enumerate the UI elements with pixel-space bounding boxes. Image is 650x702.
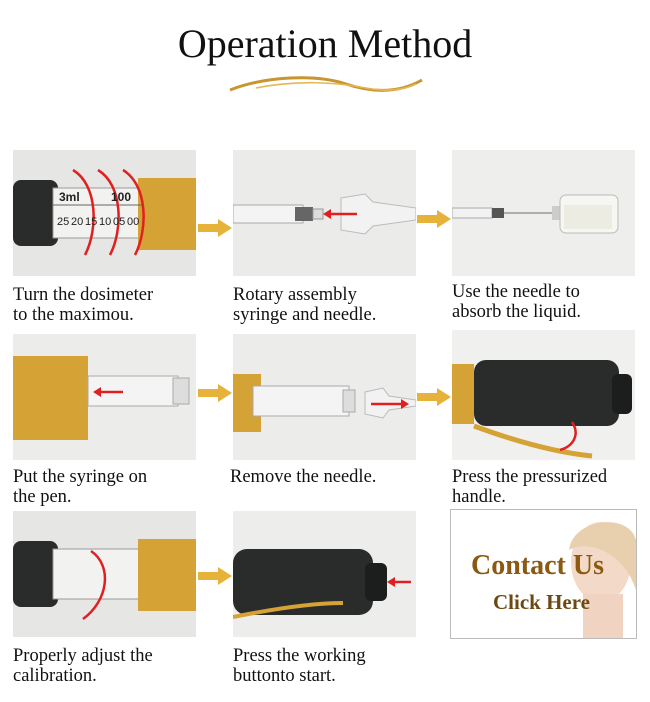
contact-us-title: Contact Us <box>471 550 604 581</box>
arrow-right-icon <box>417 388 451 406</box>
step-2-caption: Rotary assembly syringe and needle. <box>233 285 377 325</box>
arrow-right-icon <box>198 567 232 585</box>
scale-label-right: 100 <box>111 190 132 204</box>
arrow-right-icon <box>198 219 232 237</box>
scale-tick: 00 <box>127 216 140 228</box>
page-title: Operation Method <box>177 21 473 66</box>
step-1-caption: Turn the dosimeter to the maximou. <box>13 285 154 325</box>
scale-label-top: 3ml <box>59 190 80 204</box>
contact-us-banner[interactable] <box>450 509 637 639</box>
step-5-photo <box>233 334 416 460</box>
step-4-photo <box>13 334 196 460</box>
step-3-caption: Use the needle to absorb the liquid. <box>452 282 581 322</box>
scale-tick: 20 <box>71 216 84 228</box>
step-4-caption: Put the syringe on the pen. <box>13 467 148 507</box>
gold-swoosh-ornament <box>226 72 426 100</box>
step-6-caption: Press the pressurized handle. <box>452 467 608 507</box>
scale-tick: 25 <box>57 216 70 228</box>
click-here-link[interactable]: Click Here <box>493 590 591 614</box>
step-2-photo <box>233 150 416 276</box>
step-7-caption: Properly adjust the calibration. <box>13 646 153 686</box>
step-3-photo <box>452 150 635 276</box>
scale-tick: 10 <box>99 216 112 228</box>
arrow-right-icon <box>417 210 451 228</box>
step-5-caption: Remove the needle. <box>230 467 377 487</box>
scale-tick: 15 <box>85 216 98 228</box>
step-7-photo <box>13 511 196 637</box>
step-1-photo <box>13 150 196 276</box>
scale-tick: 05 <box>113 216 126 228</box>
step-8-photo <box>233 511 416 637</box>
step-8-caption: Press the working buttonto start. <box>233 646 366 686</box>
step-6-photo <box>452 330 635 460</box>
arrow-right-icon <box>198 384 232 402</box>
